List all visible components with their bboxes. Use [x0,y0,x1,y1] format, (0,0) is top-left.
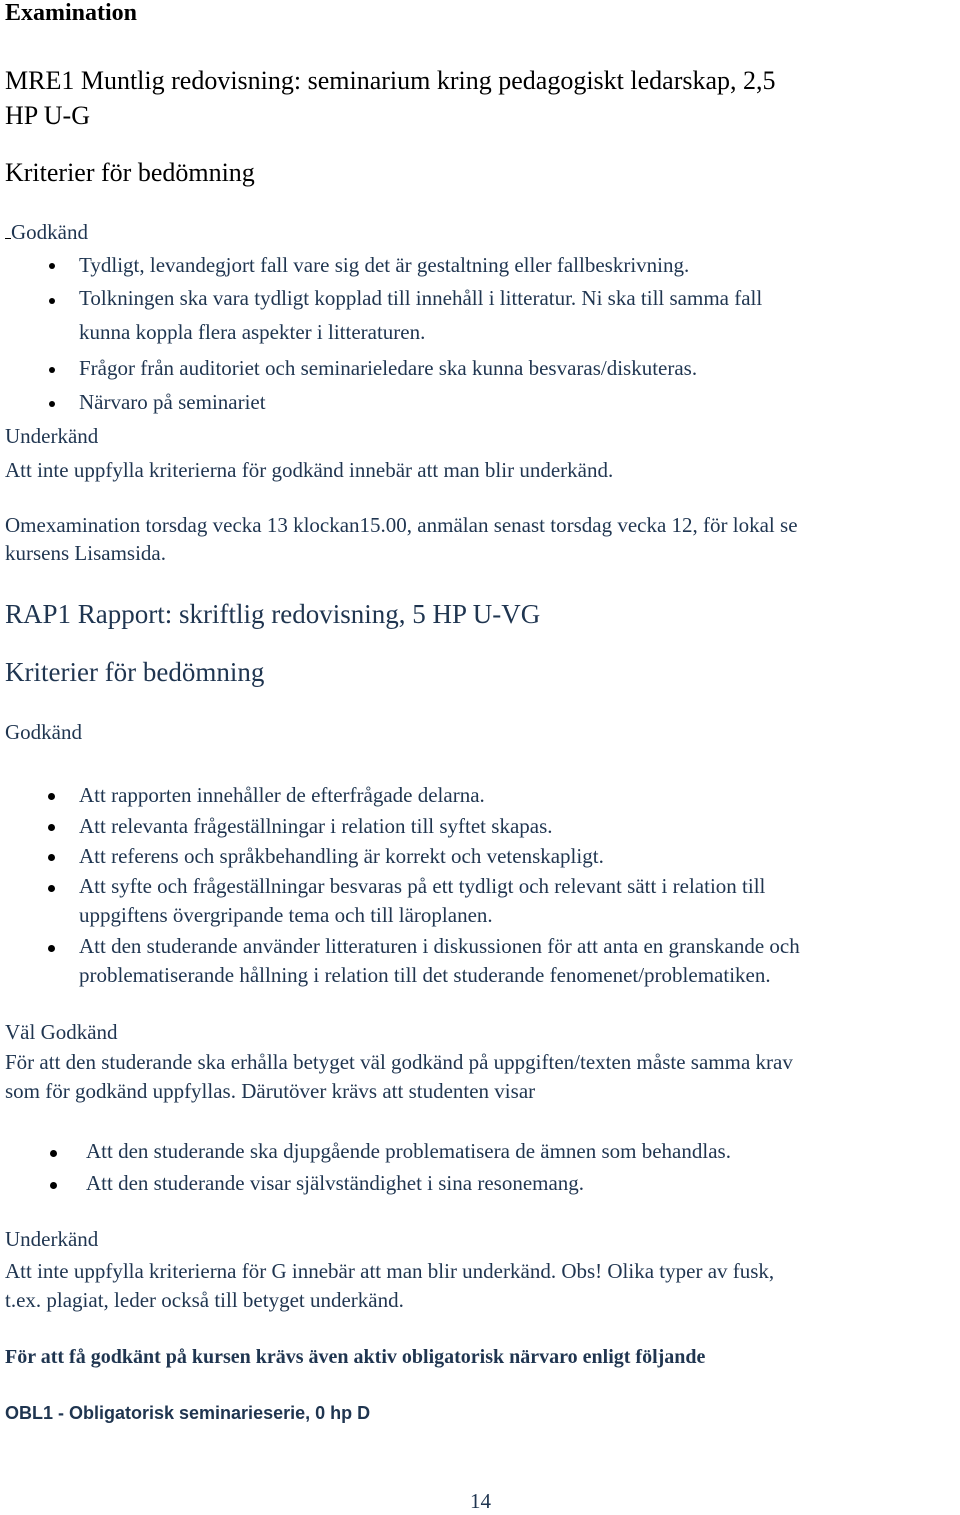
mre1-pass-item: Närvaro på seminariet [79,390,266,414]
section-heading-examination: Examination [5,0,138,26]
rap1-vg-label: Väl Godkänd [5,1020,118,1044]
rap1-fail-text-line1: Att inte uppfylla kriterierna för G innebär att man blir underkänd. Obs! Olika typer av fusk, [5,1259,775,1283]
rap1-pass-item: Att rapporten innehåller de efterfrågade delarna. [79,783,485,807]
bullet-icon [49,367,55,373]
mre1-criteria-heading: Kriterier för bedömning [5,158,255,187]
bullet-icon [48,945,55,952]
mre1-reexam-line2: kursens Lisamsida. [5,541,166,565]
rap1-vg-item: Att den studerande visar självständighet i sina resonemang. [86,1171,585,1195]
mre1-title-line2: HP U-G [5,101,90,130]
rap1-pass-label: Godkänd [5,720,82,744]
rap1-vg-item: Att den studerande ska djupgående problematisera de ämnen som behandlas. [86,1139,731,1163]
mre1-pass-item: Tydligt, levandegjort fall vare sig det är gestaltning eller fallbeskrivning. [79,253,690,277]
rap1-vg-text-line1: För att den studerande ska erhålla betyget väl godkänd på uppgiften/texten måste samma krav [5,1050,793,1074]
rap1-pass-item: Att syfte och frågeställningar besvaras på ett tydligt och relevant sätt i relation till [79,874,766,898]
page-number: 14 [470,1489,491,1513]
bullet-icon [49,401,55,407]
bullet-icon [48,793,55,800]
bullet-icon [48,854,55,861]
rap1-pass-item-continued: uppgiftens övergripande tema och till läroplanen. [79,903,493,927]
rap1-pass-item-continued: problematiserande hållning i relation till det studerande fenomenet/problematiken. [79,963,771,987]
rap1-vg-text-line2: som för godkänd uppfyllas. Därutöver krävs att studenten visar [5,1079,536,1103]
mre1-fail-label: Underkänd [5,424,99,448]
rap1-pass-item: Att relevanta frågeställningar i relation till syftet skapas. [79,814,553,838]
bullet-icon [49,263,55,269]
rap1-criteria-heading: Kriterier för bedömning [5,657,265,687]
mre1-title-line1: MRE1 Muntlig redovisning: seminarium kring pedagogiskt ledarskap, 2,5 [5,66,776,95]
mre1-pass-item-continued: kunna koppla flera aspekter i litteraturen. [79,320,426,344]
bullet-icon [50,1182,57,1189]
attendance-heading: För att få godkänt på kursen krävs även aktiv obligatorisk närvaro enligt följande [5,1346,706,1368]
bullet-icon [50,1150,57,1157]
rap1-fail-label: Underkänd [5,1227,99,1251]
rap1-title: RAP1 Rapport: skriftlig redovisning, 5 HP U-VG [5,599,541,629]
mre1-fail-text: Att inte uppfylla kriterierna för godkänd innebär att man blir underkänd. [5,458,614,482]
bullet-icon [48,824,55,831]
rap1-pass-item: Att referens och språkbehandling är korrekt och vetenskapligt. [79,844,604,868]
mre1-pass-item: Frågor från auditoriet och seminarieledare ska kunna besvaras/diskuteras. [79,356,698,380]
mre1-pass-label: Godkänd [11,220,88,244]
bullet-icon [48,885,55,892]
rap1-fail-text-line2: t.ex. plagiat, leder också till betyget underkänd. [5,1288,404,1312]
bullet-icon [49,298,55,304]
obl1-heading: OBL1 - Obligatorisk seminarieserie, 0 hp D [5,1403,371,1423]
rap1-pass-item: Att den studerande använder litteraturen i diskussionen för att anta en granskande och [79,934,800,958]
mre1-pass-item: Tolkningen ska vara tydligt kopplad till innehåll i litteratur. Ni ska till samma fall [79,286,763,310]
mre1-reexam-line1: Omexamination torsdag vecka 13 klockan15.00, anmälan senast torsdag vecka 12, för lokal se [5,513,798,537]
